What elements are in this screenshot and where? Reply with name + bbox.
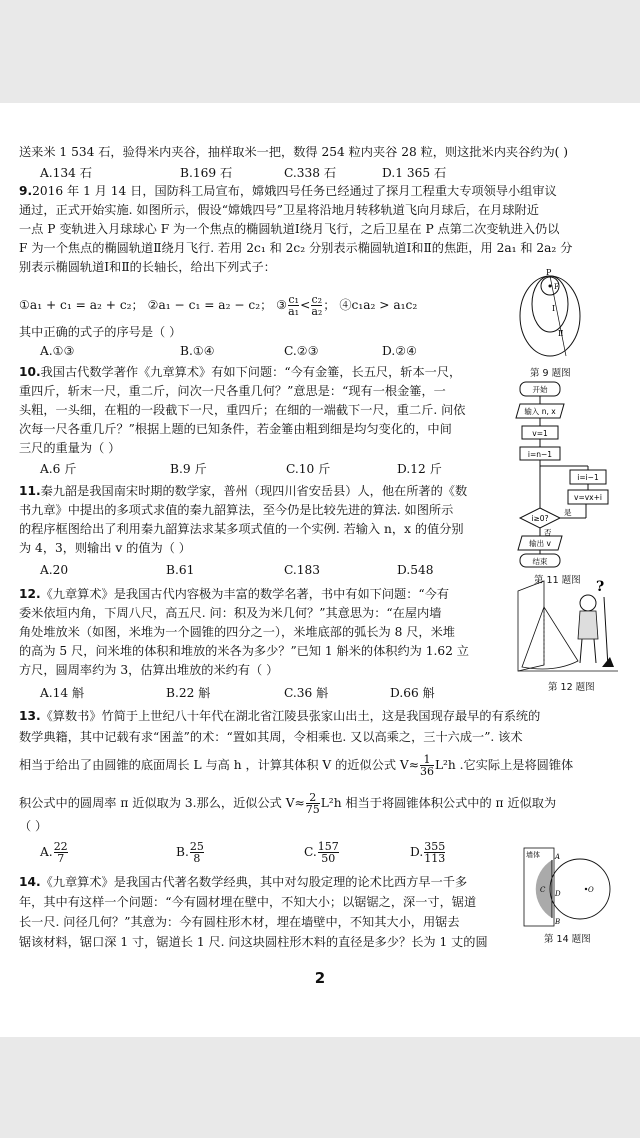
q9-line-1: 9.2016 年 1 月 14 日，国防科工局宣布，嫦娥四号任务已经通过了探月工程重大专项领导小组审议 [19, 184, 557, 198]
q13-line-3: 相当于给出了由圆锥的底面周长 L 与高 h ，计算其体积 V 的近似公式 V≈ $\frac{1}{36}$ L²h .它实际上是将圆锥体 [19, 753, 574, 778]
label-p: P [546, 268, 552, 277]
q9-line-2: 通过，正式开始实施. 如图所示，假设“嫦娥四号”卫星将沿地月转移轨道飞向月球后，在月球附近 [19, 203, 539, 217]
label-a: A [555, 853, 561, 861]
q12-option-c: C.36 斛 [284, 686, 329, 700]
q12-line-4: 的高为 5 尺，问米堆的体积和堆放的米各为多少？”已知 1 斛米的体积约为 1.62 立 [19, 644, 469, 658]
q12-caption: 第 12 题图 [548, 682, 595, 693]
label-orbit-1: Ⅰ [552, 304, 556, 313]
q12-line-3: 角处堆放米（如图，米堆为一个圆锥的四分之一），米堆底部的弧长为 8 尺，米堆 [19, 625, 455, 639]
flow-output: 输出 v [529, 539, 551, 548]
label-f: F [554, 283, 559, 291]
flow-yes: 是 [564, 508, 572, 517]
q10-option-d: D.12 斤 [397, 462, 442, 476]
q11-option-d: D.548 [397, 563, 434, 577]
flow-no: 否 [544, 528, 552, 537]
frac-1-36: $\frac{1}{36}$ [419, 753, 434, 778]
q9-option-a: A.①③ [40, 344, 75, 358]
q13-option-b: B. $\frac{25}{8}$ [176, 840, 204, 865]
question-mark: ? [596, 579, 605, 595]
q9-number: 9. [19, 184, 33, 198]
q9-option-b: B.①④ [180, 344, 215, 358]
flow-condition: i≥0? [531, 514, 549, 523]
q13-line-4: 积公式中的圆周率 π 近似取为 3.那么，近似公式 V≈ $\frac{2}{75}$ L²h 相当于将圆锥体积公式中的 π 近似取为 [19, 791, 557, 816]
frac-c2-a2: $\frac{\text{c₂}}{\text{a₂}}$ [311, 293, 323, 318]
q13-option-a: A. $\frac{22}{7}$ [40, 840, 68, 865]
q13-option-c: C. $\frac{157}{50}$ [304, 840, 339, 865]
q11-option-b: B.61 [166, 563, 195, 577]
q12-option-d: D.66 斛 [390, 686, 435, 700]
q10-line-2: 重四斤，斩末一尺，重二斤，问次一尺各重几何？”意思是：“现有一根金箠，一 [19, 384, 446, 398]
q11-flowchart [512, 380, 622, 568]
q8-option-a: A.134 石 [40, 166, 92, 180]
flow-v1: v=1 [532, 429, 548, 438]
q10-option-c: C.10 斤 [286, 462, 331, 476]
q10-option-b: B.9 斤 [170, 462, 207, 476]
q11-line-1: 11.秦九韶是我国南宋时期的数学家，普州（现四川省安岳县）人，他在所著的《数 [19, 484, 468, 498]
q13-line-2: 数学典籍，其中记载有求“囷盖”的术：“置如其周，令相乘也. 又以高乘之，三十六成一”. 该术 [19, 730, 523, 744]
q14-line-2: 年，其中有这样一个问题：“今有圆材埋在壁中，不知大小；以锯锯之，深一寸，锯道 [19, 895, 477, 909]
q10-line-4: 次每一尺各重几斤？”根据上题的已知条件，若金箠由粗到细是均匀变化的，中间 [19, 422, 452, 436]
label-c: C [540, 886, 546, 894]
q12-option-b: B.22 斛 [166, 686, 211, 700]
q9-option-c: C.②③ [284, 344, 319, 358]
q12-line-1: 12.《九章算术》是我国古代内容极为丰富的数学名著，书中有如下问题：“今有 [19, 587, 450, 601]
page-sheet [0, 103, 640, 1037]
q11-line-3: 的程序框图给出了利用秦九韶算法求某多项式值的一个实例. 若输入 n，x 的值分别 [19, 522, 464, 536]
q12-option-a: A.14 斛 [40, 686, 85, 700]
q14-log-in-wall-figure [522, 846, 616, 928]
q11-line-2: 书九章》中提出的多项式求值的秦九韶算法，至今仍是比较先进的算法. 如图所示 [19, 503, 454, 517]
q11-option-a: A.20 [40, 563, 69, 577]
q12-line-2: 委米依垣内角，下周八尺，高五尺. 问：积及为米几何？”其意思为：“在屋内墙 [19, 606, 442, 620]
q13-line-1: 13.《算数书》竹简于上世纪八十年代在湖北省江陵县张家山出土，这是我国现存最早的有系统的 [19, 709, 541, 723]
label-b: B [555, 918, 561, 926]
q11-line-4: 为 4，3，则输出 v 的值为（ ） [19, 541, 191, 555]
label-d: D [555, 890, 561, 898]
q9-orbit-figure [514, 266, 586, 358]
q10-line-3: 头粗，一头细，在粗的一段截下一尺，重四斤；在细的一端截下一尺，重二斤. 问依 [19, 403, 466, 417]
q10-line-1: 10.我国古代数学著作《九章算术》有如下问题：“今有金箠，长五尺，斩本一尺， [19, 365, 462, 379]
q9-caption: 第 9 题图 [530, 368, 571, 379]
q14-caption: 第 14 题图 [544, 934, 591, 945]
q14-line-4: 锯该材料，锯口深 1 寸，锯道长 1 尺. 问这块圆柱形木料的直径是多少？长为 1 丈的圆 [19, 935, 488, 949]
flow-end: 结束 [532, 557, 548, 566]
q9-line-3: 一点 P 变轨进入月球球心 F 为一个焦点的椭圆轨道Ⅰ绕月飞行，之后卫星在 P 点第二次变轨进入仍以 [19, 222, 560, 236]
q8-line: 送来米 1 534 石，验得米内夹谷，抽样取米一把，数得 254 粒内夹谷 28 粒，则这批米内夹谷约为( ) [19, 145, 569, 159]
q12-line-5: 方尺，圆周率约为 3，估算出堆放的米约有（ ） [19, 663, 279, 677]
label-o: O [588, 886, 594, 894]
flow-i: i=n−1 [527, 450, 553, 459]
q14-line-3: 长一尺. 问径几何？”其意为：今有圆柱形木材，埋在墙壁中，不知其大小，用锯去 [19, 915, 460, 929]
label-orbit-2: Ⅱ [558, 329, 564, 338]
flow-input: 输入 n, x [524, 407, 556, 416]
q8-option-b: B.169 石 [180, 166, 233, 180]
q13-option-d: D. $\frac{355}{113}$ [410, 840, 446, 865]
page-number: 2 [314, 969, 326, 987]
q9-question: 其中正确的式子的序号是（ ） [19, 325, 182, 339]
q9-line-4: F 为一个焦点的椭圆轨道Ⅱ绕月飞行. 若用 2c₁ 和 2c₂ 分别表示椭圆轨道Ⅰ和Ⅱ的焦距，用 2a₁ 和 2a₂ 分 [19, 241, 573, 255]
flow-update-i: i=i−1 [577, 473, 599, 482]
frac-2-75: $\frac{2}{75}$ [305, 791, 320, 816]
q9-line-5: 别表示椭圆轨道Ⅰ和Ⅱ的长轴长，给出下列式子： [19, 260, 276, 274]
q12-rice-pile-figure [514, 577, 618, 673]
q9-formulas: ①a₁ + c₁ = a₂ + c₂； ②a₁ − c₁ = a₂ − c₂； ③ $\frac{\text{c₁}}{\text{a₁}}$ < $\frac{\text{c₂}}{\text{a₂}}$ ； ④c₁a₂ > a₁c₂ [19, 293, 418, 318]
q14-line-1: 14.《九章算术》是我国古代著名数学经典，其中对勾股定理的论术比西方早一千多 [19, 875, 468, 889]
flow-start: 开始 [532, 385, 548, 394]
q9-option-d: D.②④ [382, 344, 418, 358]
q11-caption: 第 11 题图 [534, 575, 581, 586]
q8-option-d: D.1 365 石 [382, 166, 447, 180]
frac-c1-a1: $\frac{\text{c₁}}{\text{a₁}}$ [288, 293, 300, 318]
q8-option-c: C.338 石 [284, 166, 337, 180]
label-wall: 墙体 [526, 851, 540, 859]
q11-option-c: C.183 [284, 563, 321, 577]
q10-line-5: 三尺的重量为（ ） [19, 441, 121, 455]
q13-line-5: （ ） [19, 819, 48, 833]
q10-option-a: A.6 斤 [40, 462, 77, 476]
flow-update-v: v=vx+i [574, 493, 602, 502]
